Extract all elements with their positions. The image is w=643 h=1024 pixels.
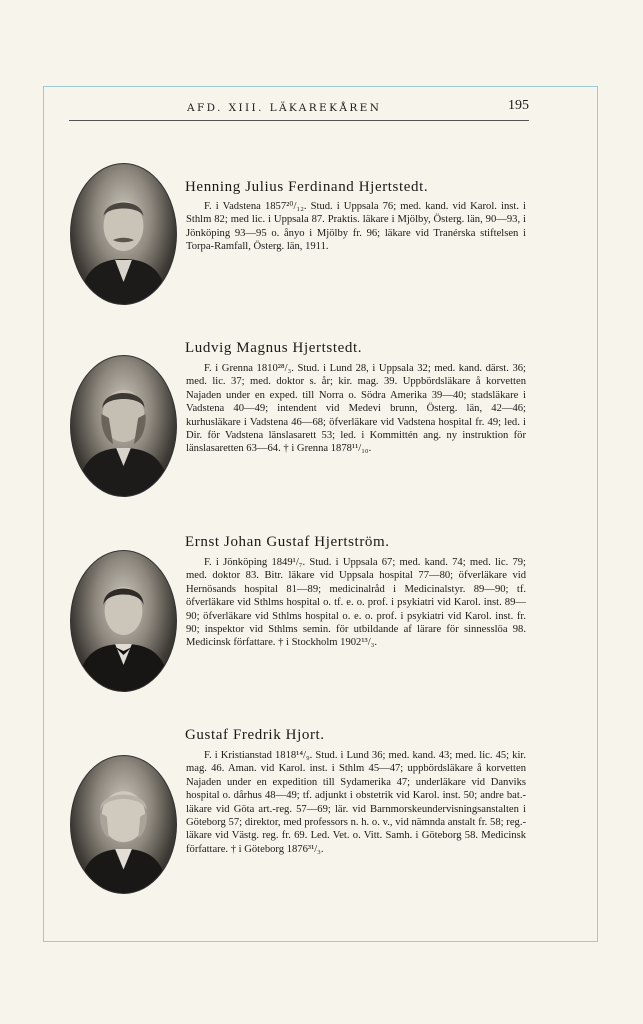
entry-biography: F. i Kristianstad 1818¹⁴/₉. Stud. i Lund 36; med. kand. 43; med. lic. 45; kir. mag. 46. Aman. vid Karol. inst. i Sthlm 45—47; uppbördsläkare å korvetten Najaden under en expedition till Sydamerika 47; underläkare vid Danviks hospital o. dårhus 48—49; tf. adjunkt i obstetrik vid Karol. inst. 50; andre bat.-läkare vid Göta art.-reg. 57—69; lär. vid Barnmorskeundervisningsanstalten i Göteborg 57; direktor, med professors n. h. o. v., vid nämnda anstalt fr. 58; reg.-läkare vid Västg. reg. fr. 69. Led. Vet. o. Vitt. Samh. i Göteborg 58. Medicinsk författare. † i Göteborg 1876³¹/₃. — [186, 750, 526, 855]
entry-name: Ludvig Magnus Hjertstedt. — [185, 340, 363, 356]
portrait-gustaf-hjort — [70, 755, 177, 894]
entry-biography: F. i Grenna 1810²⁸/₃. Stud. i Lund 28, i Uppsala 32; med. kand. därst. 36; med. lic. 37; med. doktor s. år; kir. mag. 39. Uppbördsläkare å korvetten Najaden under en exped. till Norra o. Södra Amerika 39—40; stadsläkare i Vadstena 40—49; intendent vid Medevi brunn, Österg. län, 42—46; kurhusläkare i Vadstena 46—68; öfverläkare vid Vadstena hospital fr. 49; led. i Dir. för Vadstena länslasarett 53; led. i Kommittén ang. ny instruktion för länslasaretten 63—64. † i Grenna 1878¹¹/₁₀. — [186, 363, 526, 455]
entry-ernst-hjertstrom — [70, 534, 535, 714]
entry-ludvig-hjertstedt — [70, 340, 535, 510]
page-number: 195 — [508, 98, 529, 113]
entry-biography: F. i Jönköping 1849¹/₇. Stud. i Uppsala 67; med. kand. 74; med. lic. 79; med. doktor 83. Bitr. läkare vid Uppsala hospital 77—80; öfverläkare vid Hernösands hospital 81—89; medicinalråd i Medicinalstyr. 89—90; tf. öfverläkare vid Sthlms hospital o. tf. e. o. prof. i psykiatri vid Karol. inst. 89—90; öfverläkare vid Sthlms hospital o. e. o. prof. i psykiatri vid Karol. inst. fr. 90; inspektor vid Sthlms semin. för utbildande af lärare för sinnesslöa 98. Medicinsk författare. † i Stockholm 1902¹³/₃. — [186, 557, 526, 649]
entry-name: Ernst Johan Gustaf Hjertström. — [185, 534, 390, 550]
entry-henning-hjertstedt — [70, 163, 535, 313]
portrait-ludvig-hjertstedt — [70, 355, 177, 497]
portrait-ernst-hjertstrom — [70, 550, 177, 692]
entry-name: Gustaf Fredrik Hjort. — [185, 727, 325, 743]
section-title: AFD. XIII. LÄKAREKÅREN — [187, 102, 382, 114]
entry-name: Henning Julius Ferdinand Hjertstedt. — [185, 179, 429, 195]
running-header — [69, 92, 529, 122]
entry-gustaf-hjort — [70, 727, 535, 917]
portrait-henning-hjertstedt — [70, 163, 177, 305]
header-rule — [69, 120, 529, 121]
entry-biography: F. i Vadstena 1857²⁰/₁₂. Stud. i Uppsala 76; med. kand. vid Karol. inst. i Sthlm 82; med lic. i Uppsala 87. Praktis. läkare i Mjölby, Österg. län, 90—93, i Jönköping 93—95 o. ånyo i Mjölby fr. 96; läkare vid Tranérska stiftelsen i Torpa-Ramfall, Österg. län, 1911. — [186, 201, 526, 253]
